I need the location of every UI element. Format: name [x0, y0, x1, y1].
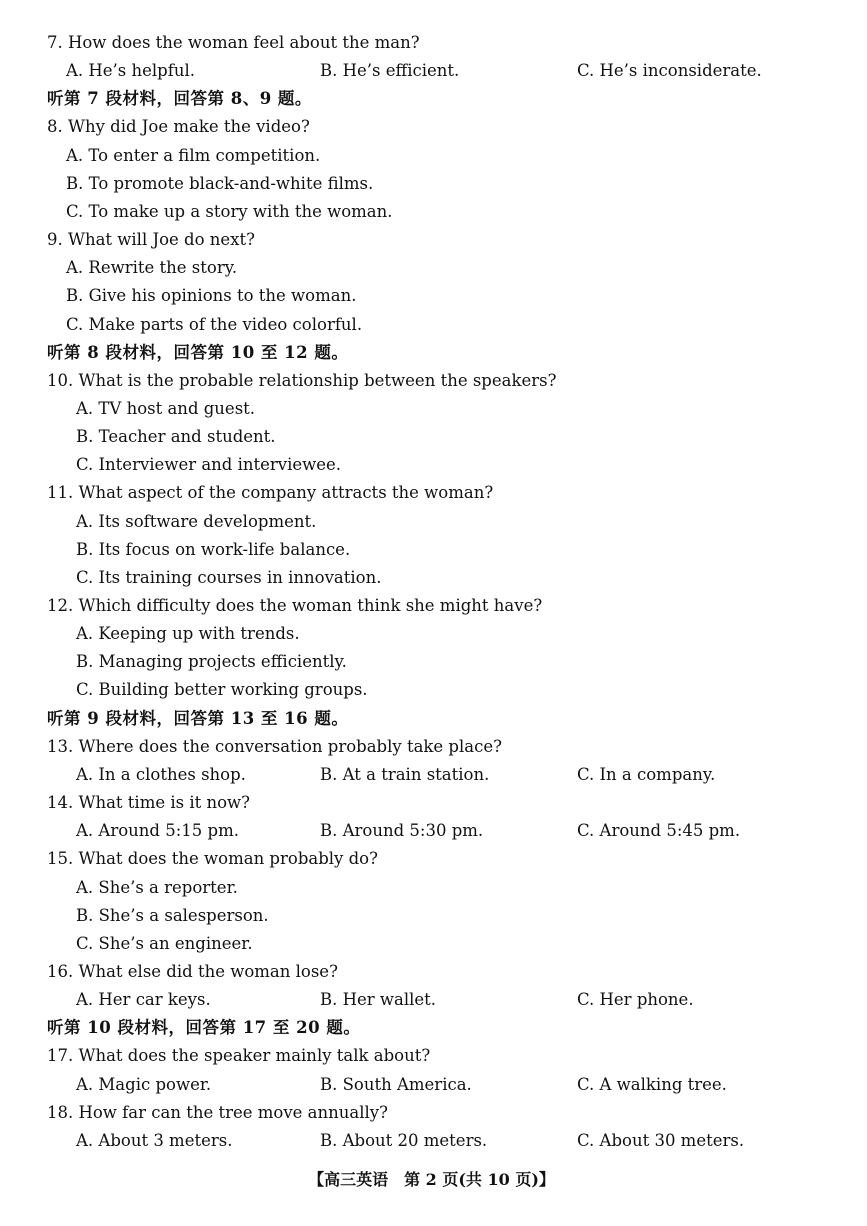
- option-a: A. About 3 meters.: [76, 1130, 233, 1150]
- answer-option: [0, 564, 867, 592]
- section-heading-text: 听第 7 段材料，回答第 8、9 题。: [47, 89, 312, 109]
- option-c: C. Her phone.: [577, 990, 694, 1010]
- answer-option: [0, 254, 867, 282]
- answer-option: [0, 423, 867, 451]
- option-text: A. Keeping up with trends.: [76, 624, 300, 644]
- answer-option: [0, 142, 867, 170]
- answer-option: [0, 676, 867, 704]
- answer-options-row: [0, 1127, 867, 1155]
- option-b: B. He’s efficient.: [320, 61, 460, 81]
- question-line: [0, 733, 867, 761]
- answer-option: [0, 902, 867, 930]
- question-text: 17. What does the speaker mainly talk about?: [47, 1046, 431, 1066]
- question-line: [0, 226, 867, 254]
- question-line: [0, 29, 867, 57]
- question-line: [0, 479, 867, 507]
- option-text: C. Interviewer and interviewee.: [76, 455, 342, 475]
- option-text: C. To make up a story with the woman.: [66, 201, 393, 221]
- page-footer: [0, 1166, 867, 1194]
- question-line: [0, 592, 867, 620]
- option-text: C. Its training courses in innovation.: [76, 567, 382, 587]
- question-text: 8. Why did Joe make the video?: [47, 117, 310, 137]
- question-text: 10. What is the probable relationship between the speakers?: [47, 370, 557, 390]
- question-text: 15. What does the woman probably do?: [47, 849, 378, 869]
- answer-options-row: [0, 761, 867, 789]
- option-text: C. Make parts of the video colorful.: [66, 314, 363, 334]
- question-text: 11. What aspect of the company attracts the woman?: [47, 483, 494, 503]
- option-text: B. Give his opinions to the woman.: [66, 286, 357, 306]
- option-text: C. She’s an engineer.: [76, 933, 253, 953]
- section-heading: [0, 705, 867, 733]
- question-line: [0, 1042, 867, 1070]
- option-a: A. Around 5:15 pm.: [76, 821, 239, 841]
- option-text: B. Teacher and student.: [76, 427, 276, 447]
- option-a: A. In a clothes shop.: [76, 764, 246, 784]
- option-text: A. She’s a reporter.: [76, 877, 238, 897]
- question-line: [0, 367, 867, 395]
- option-c: C. Around 5:45 pm.: [577, 821, 741, 841]
- question-text: 16. What else did the woman lose?: [47, 961, 338, 981]
- answer-option: [0, 508, 867, 536]
- answer-options-row: [0, 817, 867, 845]
- question-text: 18. How far can the tree move annually?: [47, 1102, 388, 1122]
- option-text: B. Its focus on work-life balance.: [76, 539, 351, 559]
- answer-option: [0, 282, 867, 310]
- answer-option: [0, 930, 867, 958]
- option-a: A. Her car keys.: [76, 990, 211, 1010]
- section-heading-text: 听第 10 段材料，回答第 17 至 20 题。: [47, 1018, 361, 1038]
- answer-option: [0, 874, 867, 902]
- option-b: B. About 20 meters.: [320, 1130, 488, 1150]
- option-text: C. Building better working groups.: [76, 680, 368, 700]
- question-line: [0, 958, 867, 986]
- section-heading-text: 听第 8 段材料，回答第 10 至 12 题。: [47, 342, 349, 362]
- option-c: C. In a company.: [577, 764, 716, 784]
- option-c: C. About 30 meters.: [577, 1130, 745, 1150]
- option-text: B. She’s a salesperson.: [76, 905, 269, 925]
- answer-option: [0, 395, 867, 423]
- question-line: [0, 113, 867, 141]
- option-text: A. Its software development.: [76, 511, 317, 531]
- option-b: B. South America.: [320, 1074, 472, 1094]
- question-text: 9. What will Joe do next?: [47, 230, 255, 249]
- option-b: B. At a train station.: [320, 764, 490, 784]
- question-line: [0, 1099, 867, 1127]
- section-heading-text: 听第 9 段材料，回答第 13 至 16 题。: [47, 708, 349, 728]
- answer-options-row: [0, 986, 867, 1014]
- answer-option: [0, 311, 867, 339]
- option-text: B. Managing projects efficiently.: [76, 652, 347, 672]
- option-c: C. A walking tree.: [577, 1074, 727, 1094]
- section-heading: [0, 1014, 867, 1042]
- option-b: B. Her wallet.: [320, 990, 437, 1010]
- option-a: A. Magic power.: [76, 1074, 212, 1094]
- option-text: B. To promote black-and-white films.: [66, 173, 374, 193]
- option-text: A. TV host and guest.: [76, 398, 256, 418]
- answer-option: [0, 451, 867, 479]
- answer-option: [0, 620, 867, 648]
- question-text: 13. Where does the conversation probably take place?: [47, 736, 502, 756]
- footer-text: 【高三英语 第 2 页(共 10 页)】: [308, 1170, 555, 1189]
- option-b: B. Around 5:30 pm.: [320, 821, 484, 841]
- question-text: 12. Which difficulty does the woman think she might have?: [47, 596, 543, 615]
- section-heading: [0, 85, 867, 113]
- answer-options-row: [0, 57, 867, 85]
- question-line: [0, 789, 867, 817]
- answer-option: [0, 198, 867, 226]
- answer-option: [0, 536, 867, 564]
- option-c: C. He’s inconsiderate.: [577, 61, 762, 81]
- answer-options-row: [0, 1071, 867, 1099]
- question-line: [0, 845, 867, 873]
- question-text: 14. What time is it now?: [47, 793, 251, 812]
- option-text: A. Rewrite the story.: [66, 258, 238, 278]
- answer-option: [0, 170, 867, 198]
- question-text: 7. How does the woman feel about the man?: [47, 33, 420, 52]
- option-text: A. To enter a film competition.: [66, 145, 321, 165]
- answer-option: [0, 648, 867, 676]
- option-a: A. He’s helpful.: [66, 61, 196, 81]
- section-heading: [0, 339, 867, 367]
